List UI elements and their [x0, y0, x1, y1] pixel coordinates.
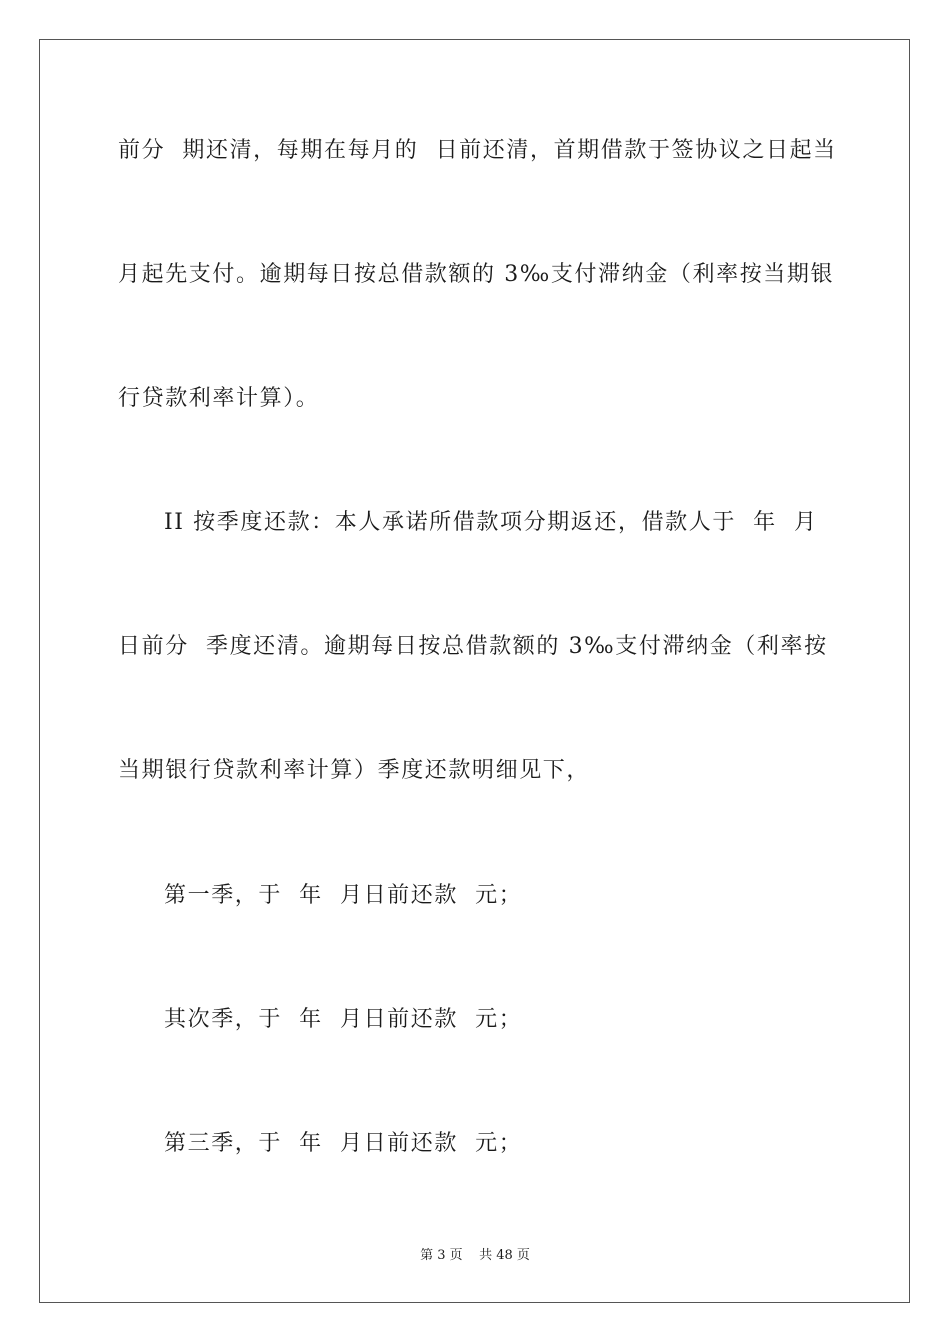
paragraph-line-4: II 按季度还款：本人承诺所借款项分期返还，借款人于 年 月 — [164, 510, 818, 535]
quarter-3-line: 第三季，于 年 月日前还款 元； — [164, 1131, 523, 1156]
page-number-footer: 第 3 页 共 48 页 — [420, 1248, 530, 1263]
paragraph-line-3: 行贷款利率计算）。 — [118, 386, 320, 411]
page-border — [39, 39, 910, 1303]
paragraph-line-6: 当期银行贷款利率计算）季度还款明细见下， — [118, 758, 591, 783]
quarter-2-line: 其次季，于 年 月日前还款 元； — [164, 1007, 523, 1032]
paragraph-line-5: 日前分 季度还清。逾期每日按总借款额的 3‰支付滞纳金（利率按 — [118, 634, 828, 659]
quarter-1-line: 第一季，于 年 月日前还款 元； — [164, 883, 523, 908]
paragraph-line-2: 月起先支付。逾期每日按总借款额的 3‰支付滞纳金（利率按当期银 — [118, 262, 835, 287]
paragraph-line-1: 前分 期还清，每期在每月的 日前还清，首期借款于签协议之日起当 — [118, 138, 837, 163]
